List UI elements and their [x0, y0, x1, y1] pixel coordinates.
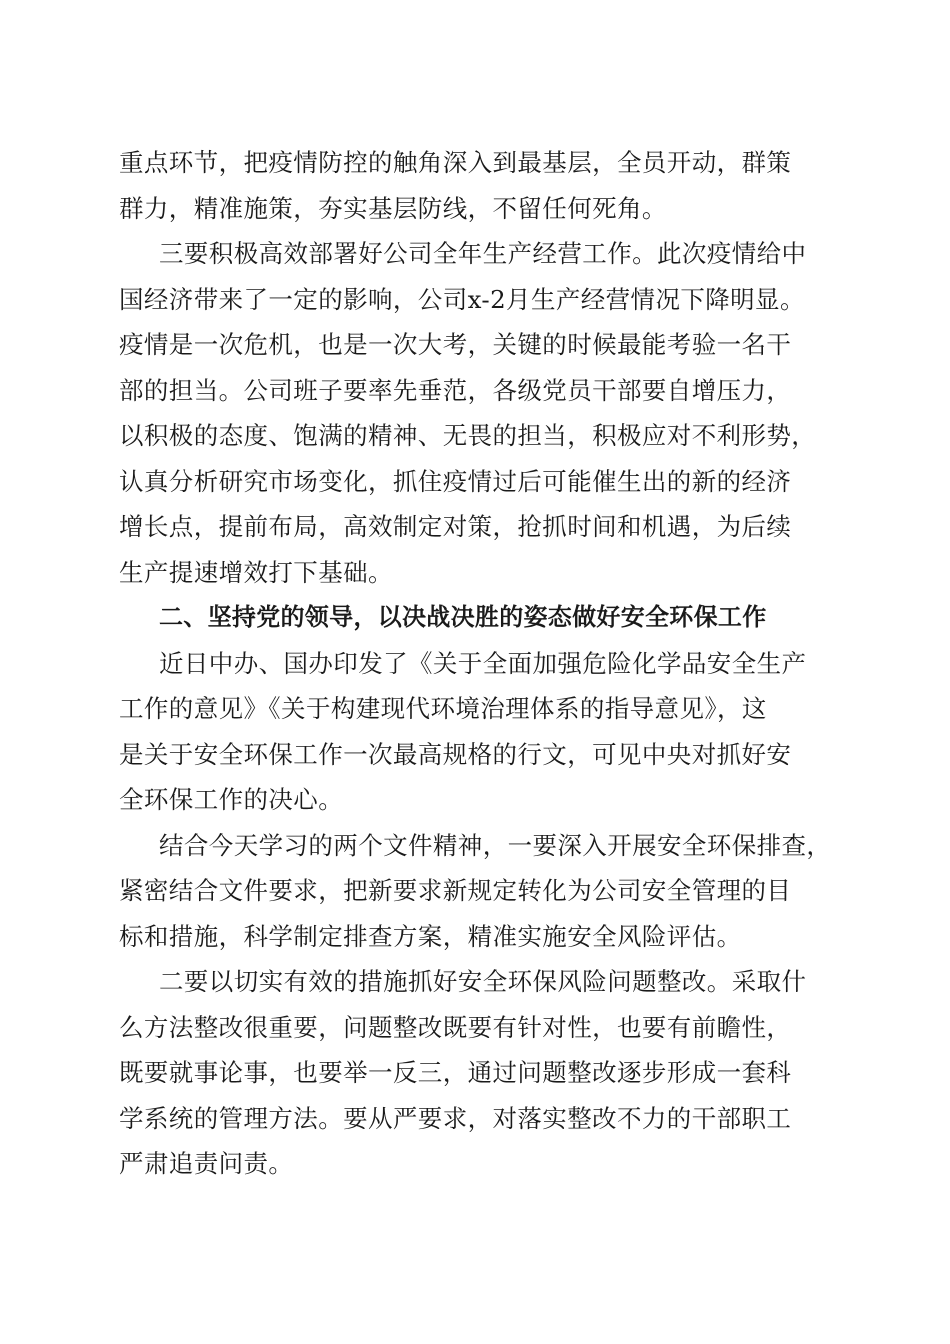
text-line: 标和措施，科学制定排查方案，精准实施安全风险评估。 [119, 921, 742, 951]
document-body [119, 140, 839, 1187]
text-line: 三要积极高效部署好公司全年生产经营工作。此次疫情给中 [159, 239, 807, 268]
paragraph [119, 823, 839, 960]
text-line: 全环保工作的决心。 [119, 785, 344, 814]
text-line: 认真分析研究市场变化，抓住疫情过后可能催生出的新的经济 [119, 466, 792, 496]
text-line: 重点环节，把疫情防控的触角深入到最基层，全员开动，群策 [119, 148, 792, 177]
text-line: 紧密结合文件要求，把新要求新规定转化为公司安全管理的目 [119, 876, 792, 905]
text-line: 疫情是一次危机，也是一次大考，关键的时候最能考验一名干 [119, 330, 792, 359]
text-line: 近日中办、国办印发了《关于全面加强危险化学品安全生产 [159, 648, 807, 678]
text-line: 二要以切实有效的措施抓好安全环保风险问题整改。采取什 [159, 967, 807, 996]
section-heading [119, 595, 839, 641]
text-line: 增长点，提前布局，高效制定对策，抢抓时间和机遇，为后续 [119, 512, 792, 541]
paragraph [119, 140, 839, 231]
text-line: 是关于安全环保工作一次最高规格的行文，可见中央对抓好安 [119, 739, 792, 769]
text-line: 学系统的管理方法。要从严要求，对落实整改不力的干部职工 [119, 1103, 792, 1133]
text-line: 既要就事论事，也要举一反三，通过问题整改逐步形成一套科 [119, 1058, 792, 1087]
text-line: 国经济带来了一定的影响，公司x-2月生产经营情况下降明显。 [119, 284, 805, 314]
text-line: 结合今天学习的两个文件精神，一要深入开展安全环保排查， [159, 830, 832, 860]
heading-text: 二、坚持党的领导，以决战决胜的姿态做好安全环保工作 [159, 603, 767, 631]
text-line: 以积极的态度、饱满的精神、无畏的担当，积极应对不利形势， [119, 421, 817, 450]
text-line: 么方法整改很重要，问题整改既要有针对性，也要有前瞻性， [119, 1012, 792, 1042]
text-line: 群力，精准施策，夯实基层防线，不留任何死角。 [119, 193, 667, 223]
paragraph [119, 959, 839, 1187]
text-line: 生产提速增效打下基础。 [119, 557, 393, 587]
text-line: 严肃追责问责。 [119, 1149, 294, 1178]
paragraph [119, 231, 839, 595]
text-line: 部的担当。公司班子要率先垂范，各级党员干部要自增压力， [119, 375, 792, 405]
text-line: 工作的意见》《关于构建现代环境治理体系的指导意见》，这 [119, 694, 767, 723]
paragraph [119, 641, 839, 823]
